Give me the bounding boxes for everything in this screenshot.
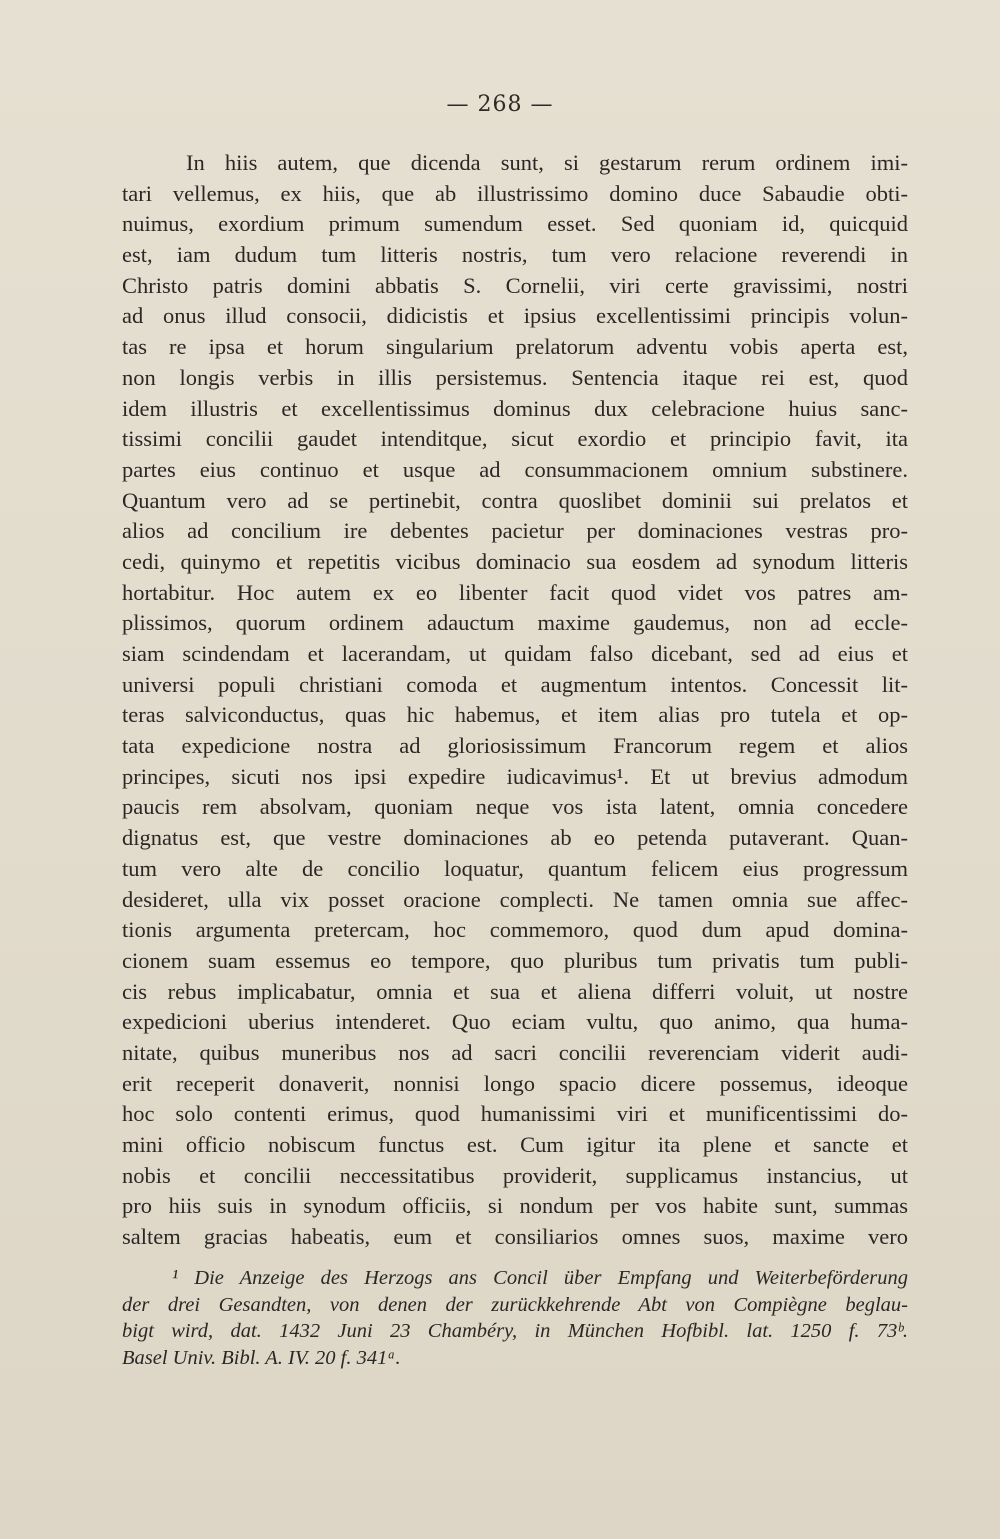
text-line: mini officio nobiscum functus est. Cum igitur ita plene et sancte et [122, 1132, 908, 1157]
text-line: tas re ipsa et horum singularium prelatorum adventu vobis aperta est, [122, 334, 908, 360]
text-line: cionem suam essemus eo tempore, quo pluribus tum privatis tum publi- [122, 947, 908, 973]
text-line: teras salviconductus, quas hic habemus, et item alias pro tutela et op- [122, 702, 908, 728]
text-line: partes eius continuo et usque ad consummacionem omnium substinere. [122, 456, 908, 482]
text-line: desideret, ulla vix posset oracione complecti. Ne tamen omnia sue affec- [122, 886, 908, 912]
text-line: nitate, quibus muneribus nos ad sacri concilii reverenciam viderit audi- [122, 1039, 908, 1065]
text-line: idem illustris et excellentissimus dominus dux celebracione huius sanc- [122, 395, 908, 421]
text-line: tum vero alte de concilio loquatur, quantum felicem eius progressum [122, 855, 908, 881]
text-line: erit receperit donaverit, nonnisi longo spacio dicere possemus, ideoque [122, 1070, 908, 1096]
text-line: tari vellemus, ex hiis, que ab illustrissimo domino duce Sabaudie obti- [122, 180, 908, 206]
text-line: ad onus illud consocii, didicistis et ipsius excellentissimi principis volun- [122, 303, 908, 329]
text-line: est, iam dudum tum litteris nostris, tum vero relacione reverendi in [122, 242, 908, 268]
text-line: cedi, quinymo et repetitis vicibus dominacio sua eosdem ad synodum litteris [122, 548, 908, 574]
text-line: Quantum vero ad se pertinebit, contra quoslibet dominii sui prelatos et [122, 487, 908, 513]
text-line: In hiis autem, que dicenda sunt, si gestarum rerum ordinem imi- [186, 150, 908, 175]
text-line: tissimi concilii gaudet intenditque, sicut exordio et principio favit, ita [122, 426, 908, 452]
text-line: expedicioni uberius intenderet. Quo eciam vultu, quo animo, qua huma- [122, 1009, 908, 1035]
text-line: Christo patris domini abbatis S. Cornelii, viri certe gravissimi, nostri [122, 272, 908, 298]
page-number: — 268 — [446, 92, 554, 117]
footnote-line: der drei Gesandten, von denen der zurückkehrende Abt von Compiègne beglau- [122, 1293, 908, 1316]
text-line: pro hiis suis in synodum officiis, si nondum per vos habite sunt, summas [122, 1193, 908, 1219]
text-line: siam scindendam et lacerandam, ut quidam falso dicebant, sed ad eius et [122, 641, 908, 666]
text-line: saltem gracias habeatis, eum et consiliarios omnes suos, maxime vero [122, 1224, 908, 1250]
text-line: principes, sicuti nos ipsi expedire iudicavimus¹. Et ut brevius admodum [122, 763, 908, 789]
text-line: non longis verbis in illis persistemus. Sentencia itaque rei est, quod [122, 364, 908, 390]
footnote-line: Basel Univ. Bibl. A. IV. 20 f. 341ᵃ. [122, 1346, 401, 1369]
text-line: cis rebus implicabatur, omnia et sua et aliena differri voluit, ut nostre [122, 978, 908, 1004]
main-text [122, 148, 908, 1253]
text-line: dignatus est, que vestre dominaciones ab eo petenda putaverant. Quan- [122, 825, 908, 851]
footnote-line: bigt wird, dat. 1432 Juni 23 Chambéry, in München Hofbibl. lat. 1250 f. 73ᵇ. [122, 1320, 908, 1342]
text-line: alios ad concilium ire debentes pacietur per dominaciones vestras pro- [122, 518, 908, 544]
text-line: plissimos, quorum ordinem adauctum maxime gaudemus, non ad eccle- [122, 610, 908, 636]
text-line: tionis argumenta pretercam, hoc commemoro, quod dum apud domina- [122, 917, 908, 943]
text-line: tata expedicione nostra ad gloriosissimum Francorum regem et alios [122, 733, 908, 759]
text-line: hoc solo contenti erimus, quod humanissimi viri et munificentissimi do- [122, 1101, 908, 1127]
text-line: hortabitur. Hoc autem ex eo libenter facit quod videt vos patres am- [122, 579, 908, 605]
text-line: paucis rem absolvam, quoniam neque vos ista latent, omnia concedere [122, 794, 908, 820]
text-line: nobis et concilii neccessitatibus providerit, supplicamus instancius, ut [122, 1162, 908, 1188]
footnote-line: ¹ Die Anzeige des Herzogs ans Concil über Empfang und Weiterbeförderung [172, 1267, 908, 1289]
text-line: universi populi christiani comoda et augmentum intentos. Concessit lit- [122, 671, 908, 697]
text-line: nuimus, exordium primum sumendum esset. Sed quoniam id, quicquid [122, 211, 908, 237]
footnote [122, 1265, 908, 1371]
